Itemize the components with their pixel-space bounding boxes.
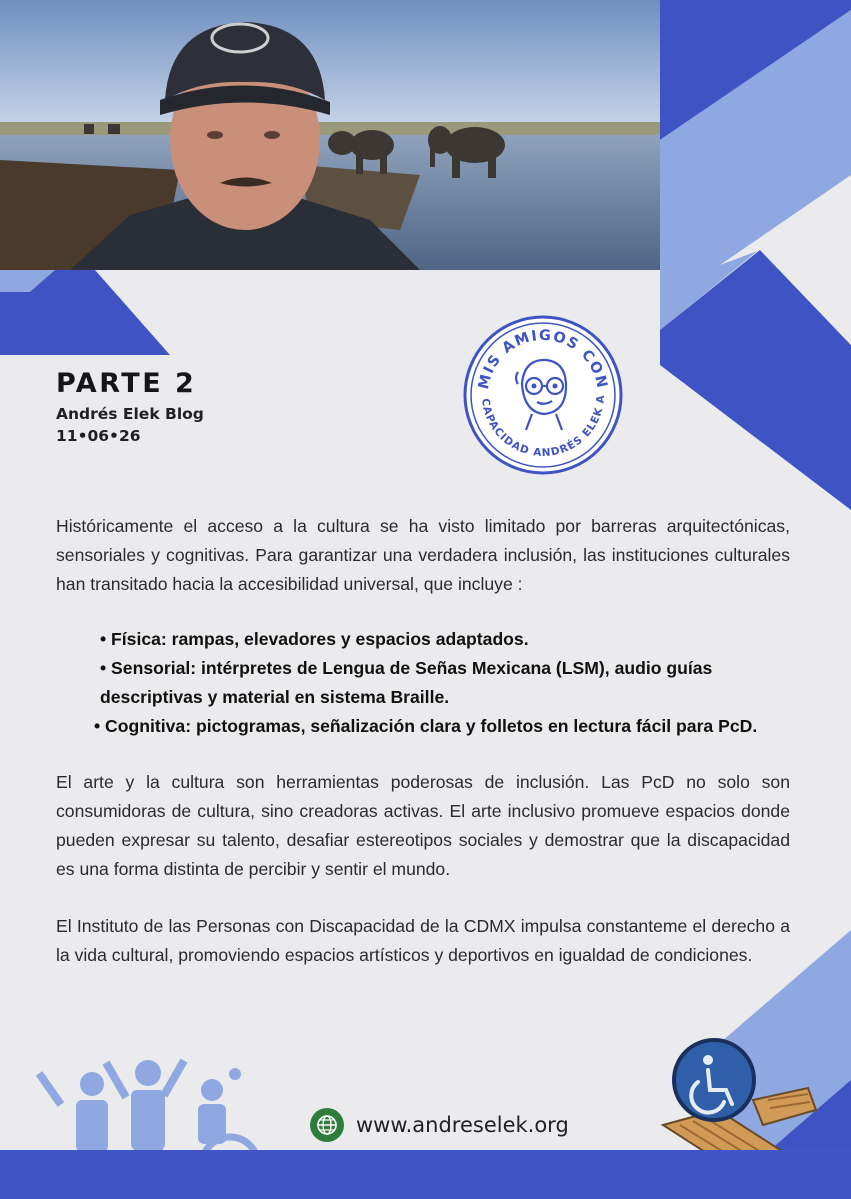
organization-logo [462, 314, 624, 476]
footer-bar [0, 1150, 851, 1199]
paragraph-3: El Instituto de las Personas con Discapacidad de la CDMX impulsa constanteme el derecho a la vida cultural, promoviendo espacios artísticos y deportivos en igualdad de condiciones. [56, 916, 790, 965]
post-date: 11•06•26 [56, 427, 141, 445]
list-item [56, 712, 790, 741]
intro-paragraph: Históricamente el acceso a la cultura se ha visto limitado por barreras arquitectónicas, sensoriales y cognitivas. Para garantizar una verdadera inclusión, las instituciones culturales han transitado hacia la accesibilidad universal, que incluye : [56, 516, 790, 594]
paragraph-2: El arte y la cultura son herramientas poderosas de inclusión. Las PcD no solo son consumidoras de cultura, sino creadoras activas. El arte inclusivo promueve espacios donde pueden expresar su talento, desafiar estereotipos sociales y demostrar que la discapacidad es una forma distinta de percibir y sentir el mundo. [56, 772, 790, 879]
logo-top-text: MIS AMIGOS CON [476, 327, 610, 391]
globe-icon [310, 1108, 344, 1142]
logo-bottom-text: CAPACIDAD ANDRÉS ELEK A [478, 393, 608, 460]
website-url[interactable]: www.andreselek.org [356, 1113, 569, 1137]
part-title: PARTE 2 [56, 368, 197, 399]
blog-name: Andrés Elek Blog [56, 405, 204, 423]
accessibility-badge [658, 1030, 818, 1170]
list-item-text: • Cognitiva: pictogramas, señalización clara y folletos en lectura fácil para PcD. [94, 716, 758, 736]
accessibility-list [56, 625, 790, 741]
header-photo [0, 0, 660, 270]
website-link[interactable] [310, 1108, 569, 1142]
list-item: • Sensorial: intérpretes de Lengua de Señas Mexicana (LSM), audio guías descriptivas y material en sistema Braille. [100, 658, 713, 707]
article-body [56, 512, 790, 970]
title-block [56, 368, 204, 445]
list-item: • Física: rampas, elevadores y espacios adaptados. [100, 629, 529, 649]
